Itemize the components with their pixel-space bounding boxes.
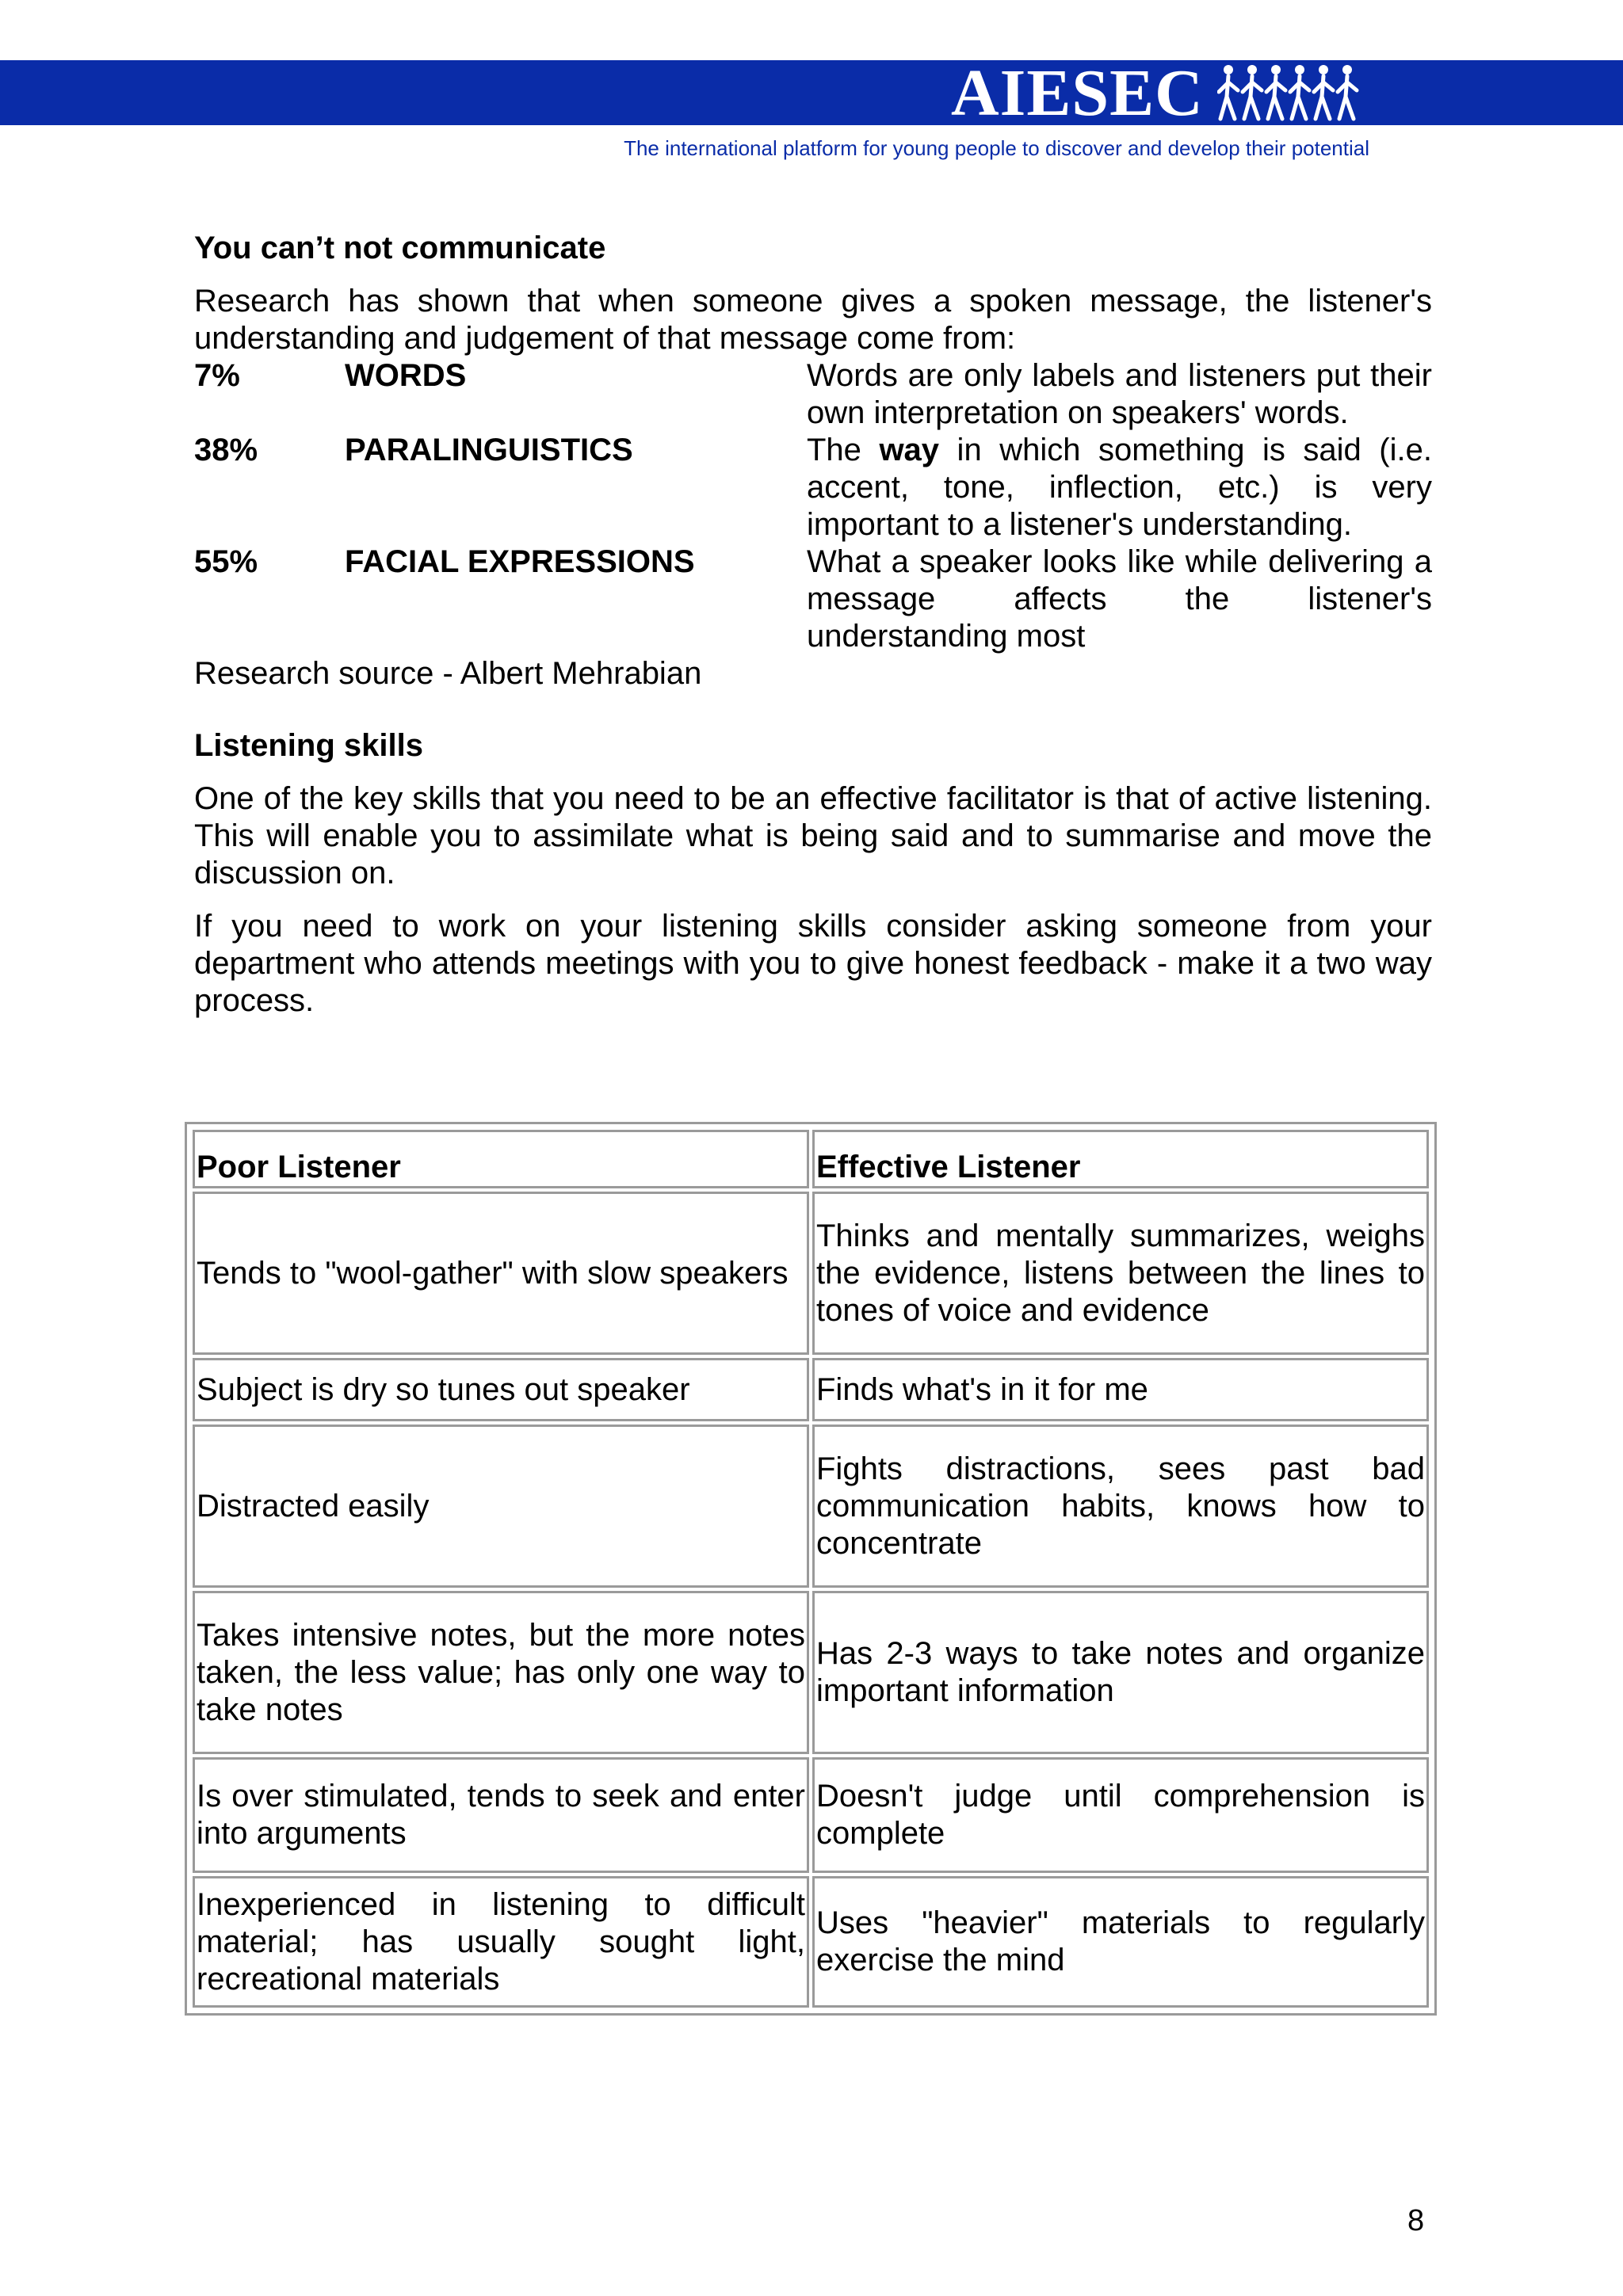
- table-cell: Thinks and mentally summarizes, weighs the evidence, listens between the lines to tones of voice and evidence: [812, 1192, 1429, 1355]
- table-cell: Has 2-3 ways to take notes and organize important information: [812, 1591, 1429, 1754]
- stat-percent: 7%: [194, 358, 240, 393]
- stat-description: What a speaker looks like while delivering a message affects the listener's understanding most: [807, 544, 1432, 654]
- table-row: [193, 1876, 1429, 2008]
- listening-paragraph-2: If you need to work on your listening skills consider asking someone from your department who attends meetings with you to give honest feedback - make it a two way process.: [194, 909, 1432, 1018]
- table-cell: Doesn't judge until comprehension is complete: [812, 1757, 1429, 1873]
- stat-desc-emphasis: way: [879, 433, 940, 467]
- stat-description: [807, 432, 1432, 543]
- column-header-effective: Effective Listener: [812, 1130, 1429, 1188]
- section-heading-listening: Listening skills: [194, 728, 423, 763]
- stat-desc-pre: The: [807, 433, 880, 467]
- stat-description: Words are only labels and listeners put their own interpretation on speakers' words.: [807, 358, 1432, 430]
- document-body: [194, 230, 1432, 1020]
- aiesec-logo: [951, 56, 1379, 130]
- table-cell: Finds what's in it for me: [812, 1358, 1429, 1421]
- table-cell: Distracted easily: [193, 1425, 809, 1588]
- tagline: The international platform for young people to discover and develop their potential: [624, 136, 1369, 160]
- listener-comparison-table: [185, 1122, 1437, 2016]
- listening-paragraph-1: One of the key skills that you need to be an effective facilitator is that of active listening. This will enable you to assimilate what is being said and to summarise and move the discussion on.: [194, 781, 1432, 891]
- table-cell: Uses "heavier" materials to regularly exercise the mind: [812, 1876, 1429, 2008]
- column-header-poor: Poor Listener: [193, 1130, 809, 1188]
- stat-percent: 55%: [194, 544, 258, 579]
- intro-paragraph: Research has shown that when someone gives a spoken message, the listener's understanding and judgement of that message come from:: [194, 284, 1432, 356]
- people-silhouettes-icon: [1217, 62, 1376, 125]
- table-cell: Is over stimulated, tends to seek and enter into arguments: [193, 1757, 809, 1873]
- stat-desc-post: in which something is said (i.e. accent, tone, inflection, etc.) is very important to a listener's understanding.: [807, 433, 1432, 542]
- table-row: [193, 1192, 1429, 1355]
- stat-row: [194, 543, 1432, 655]
- page-number: 8: [1407, 2204, 1425, 2237]
- table-cell: Fights distractions, sees past bad communication habits, knows how to concentrate: [812, 1425, 1429, 1588]
- stat-row: [194, 432, 1432, 543]
- stat-row: [194, 357, 1432, 432]
- header-banner: [0, 60, 1623, 125]
- table-cell: Takes intensive notes, but the more notes taken, the less value; has only one way to take notes: [193, 1591, 809, 1754]
- research-source: Research source - Albert Mehrabian: [194, 656, 702, 691]
- table-row: [193, 1358, 1429, 1421]
- stat-label: PARALINGUISTICS: [345, 433, 633, 467]
- table-cell: Subject is dry so tunes out speaker: [193, 1358, 809, 1421]
- stat-percent: 38%: [194, 433, 258, 467]
- stat-label: FACIAL EXPRESSIONS: [345, 544, 695, 579]
- table-row: [193, 1591, 1429, 1754]
- table-cell: Tends to "wool-gather" with slow speakers: [193, 1192, 809, 1355]
- section-heading-communicate: You can’t not communicate: [194, 231, 606, 265]
- table-row: [193, 1425, 1429, 1588]
- table-cell: Inexperienced in listening to difficult material; has usually sought light, recreational materials: [193, 1876, 809, 2008]
- stat-label: WORDS: [345, 358, 467, 393]
- logo-text: AIESEC: [951, 56, 1204, 130]
- table-row: [193, 1757, 1429, 1873]
- table-header-row: [193, 1130, 1429, 1188]
